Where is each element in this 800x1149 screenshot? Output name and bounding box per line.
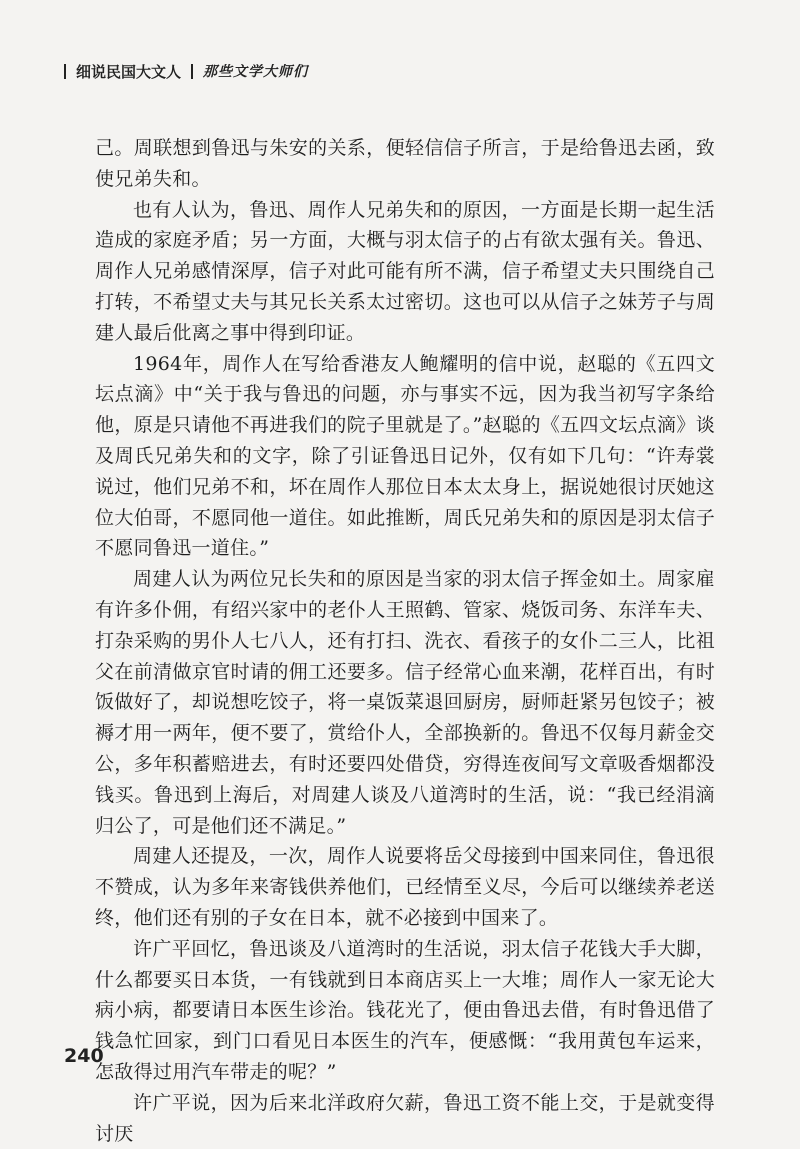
- paragraph: 许广平说，因为后来北洋政府欠薪，鲁迅工资不能上交，于是就变得讨厌: [95, 1091, 715, 1145]
- body-text: [95, 133, 715, 1149]
- header-divider-middle: [191, 64, 193, 79]
- paragraph: 周建人还提及，一次，周作人说要将岳父母接到中国来同住，鲁迅很不赞成，认为多年来寄钱供养他们，已经情至义尽，今后可以继续养老送终，他们还有别的子女在日本，就不必接到中国来了。: [95, 845, 715, 929]
- paragraph: 也有人认为，鲁迅、周作人兄弟失和的原因，一方面是长期一起生活造成的家庭矛盾；另一方面，大概与羽太信子的占有欲太强有关。鲁迅、周作人兄弟感情深厚，信子对此可能有所不满，信子希望丈夫只围绕自己打转，不希望丈夫与其兄长关系太过密切。这也可以从信子之妹芳子与周建人最后仳离之事中得到印证。: [95, 198, 715, 344]
- paragraph: 1964年，周作人在写给香港友人鲍耀明的信中说，赵聪的《五四文坛点滴》中“关于我与鲁迅的问题，亦与事实不远，因为我当初写字条给他，原是只请他不再进我们的院子里就是了。”赵聪的《五四文坛点滴》谈及周氏兄弟失和的文字，除了引证鲁迅日记外，仅有如下几句：“许寿裳说过，他们兄弟不和，坏在周作人那位日本太太身上，据说她很讨厌她这位大伯哥，不愿同他一道住。如此推断，周氏兄弟失和的原因是羽太信子不愿同鲁迅一道住。”: [95, 352, 715, 560]
- paragraph: 许广平回忆，鲁迅谈及八道湾时的生活说，羽太信子花钱大手大脚，什么都要买日本货，一有钱就到日本商店买上一大堆；周作人一家无论大病小病，都要请日本医生诊治。钱花光了，便由鲁迅去借，有时鲁迅借了钱急忙回家，到门口看见日本医生的汽车，便感慨：“我用黄包车运来，怎敌得过用汽车带走的呢？”: [95, 937, 715, 1083]
- page-number: 240: [64, 1045, 104, 1067]
- header-divider-left: [64, 64, 66, 79]
- section-title: 那些文学大师们: [203, 64, 309, 80]
- paragraph: 己。周联想到鲁迅与朱安的关系，便轻信信子所言，于是给鲁迅去函，致使兄弟失和。: [95, 137, 715, 190]
- paragraph: 周建人认为两位兄长失和的原因是当家的羽太信子挥金如土。周家雇有许多仆佣，有绍兴家中的老仆人王照鹤、管家、烧饭司务、东洋车夫、打杂采购的男仆人七八人，还有打扫、洗衣、看孩子的女仆二三人，比祖父在前清做京官时请的佣工还要多。信子经常心血来潮，花样百出，有时饭做好了，却说想吃饺子，将一桌饭菜退回厨房，厨师赶紧另包饺子；被褥才用一两年，便不要了，赏给仆人，全部换新的。鲁迅不仅每月薪金交公，多年积蓄赔进去，有时还要四处借贷，穷得连夜间写文章吸香烟都没钱买。鲁迅到上海后，对周建人谈及八道湾时的生活，说：“我已经涓滴归公了，可是他们还不满足。”: [95, 568, 715, 837]
- running-header: [64, 60, 308, 82]
- book-title: 细说民国大文人: [76, 62, 182, 81]
